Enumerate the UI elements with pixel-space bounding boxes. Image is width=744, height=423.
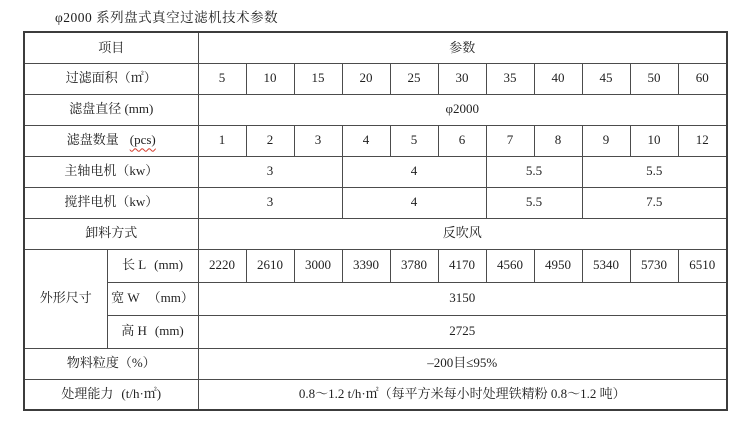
dim-length-value: 4950 [534,249,582,282]
row-label-main-motor: 主轴电机（kw） [24,156,198,187]
disc-count-value: 2 [246,125,294,156]
row-label-disc-count [24,125,198,156]
dim-length-unit: (mm) [154,257,184,273]
particle-size-value: –200目≤95% [198,348,727,379]
capacity-unit: (t/h·㎡) [121,386,162,402]
dim-length-value: 4560 [486,249,534,282]
dim-length-value: 2610 [246,249,294,282]
dim-length-value: 3780 [390,249,438,282]
row-label-overall-dims: 外形尺寸 [24,249,107,348]
table-row-disc-count [24,125,727,156]
table-row-particle-size [24,348,727,379]
dim-height-label: 高 H [121,323,147,339]
filter-area-value: 25 [390,63,438,94]
disc-count-value: 8 [534,125,582,156]
dim-width-unit: （mm） [147,290,194,306]
dim-width-label-cell [107,282,198,315]
table-row-agitator-motor [24,187,727,218]
agitator-motor-value: 4 [342,187,486,218]
row-label-disc-diameter: 滤盘直径 (mm) [24,94,198,125]
dim-length-label-cell [107,249,198,282]
disc-count-value: 12 [678,125,727,156]
dim-height-value: 2725 [198,315,727,348]
disc-count-value: 3 [294,125,342,156]
header-item-cell: 项目 [24,32,198,63]
disc-count-value: 9 [582,125,630,156]
dim-length-value: 2220 [198,249,246,282]
disc-count-label: 滤盘数量 [66,132,119,148]
disc-count-unit: (pcs) [129,132,156,148]
agitator-motor-value: 7.5 [582,187,727,218]
disc-count-value: 4 [342,125,390,156]
filter-area-value: 45 [582,63,630,94]
dim-height-label-cell [107,315,198,348]
row-label-filter-area: 过滤面积（㎡） [24,63,198,94]
dim-length-value: 3000 [294,249,342,282]
disc-count-value: 1 [198,125,246,156]
disc-count-value: 10 [630,125,678,156]
table-row-header [24,32,727,63]
dim-height-unit: (mm) [154,323,184,339]
filter-area-value: 40 [534,63,582,94]
main-motor-value: 5.5 [582,156,727,187]
filter-area-value: 5 [198,63,246,94]
row-label-particle-size: 物料粒度（%） [24,348,198,379]
agitator-motor-value: 5.5 [486,187,582,218]
table-row-discharge-mode [24,218,727,249]
row-label-agitator-motor: 搅拌电机（kw） [24,187,198,218]
filter-area-value: 35 [486,63,534,94]
agitator-motor-value: 3 [198,187,342,218]
filter-area-value: 30 [438,63,486,94]
dim-length-value: 5730 [630,249,678,282]
capacity-label: 处理能力 [61,386,114,402]
dim-width-label: 宽 W [111,290,140,306]
filter-area-value: 10 [246,63,294,94]
dim-width-value: 3150 [198,282,727,315]
filter-area-value: 50 [630,63,678,94]
spec-table [23,31,728,411]
row-label-discharge-mode: 卸料方式 [24,218,198,249]
filter-area-value: 15 [294,63,342,94]
row-label-capacity [24,379,198,410]
capacity-value: 0.8～1.2 t/h·㎡（每平方米每小时处理铁精粉 0.8～1.2 吨） [198,379,727,410]
discharge-mode-value: 反吹风 [198,218,727,249]
table-row-dim-height [24,315,727,348]
dim-length-label: 长 L [121,257,147,273]
main-motor-value: 5.5 [486,156,582,187]
table-row-dim-length [24,249,727,282]
filter-area-value: 60 [678,63,727,94]
main-motor-value: 4 [342,156,486,187]
table-row-capacity [24,379,727,410]
dim-length-value: 5340 [582,249,630,282]
table-row-filter-area [24,63,727,94]
table-row-disc-diameter [24,94,727,125]
disc-count-value: 7 [486,125,534,156]
table-row-dim-width [24,282,727,315]
filter-area-value: 20 [342,63,390,94]
main-motor-value: 3 [198,156,342,187]
page-title: φ2000 系列盘式真空过滤机技术参数 [55,10,279,25]
dim-length-value: 4170 [438,249,486,282]
disc-diameter-value: φ2000 [198,94,727,125]
header-params-cell: 参数 [198,32,727,63]
disc-count-value: 6 [438,125,486,156]
dim-length-value: 6510 [678,249,727,282]
disc-count-value: 5 [390,125,438,156]
dim-length-value: 3390 [342,249,390,282]
table-row-main-motor [24,156,727,187]
